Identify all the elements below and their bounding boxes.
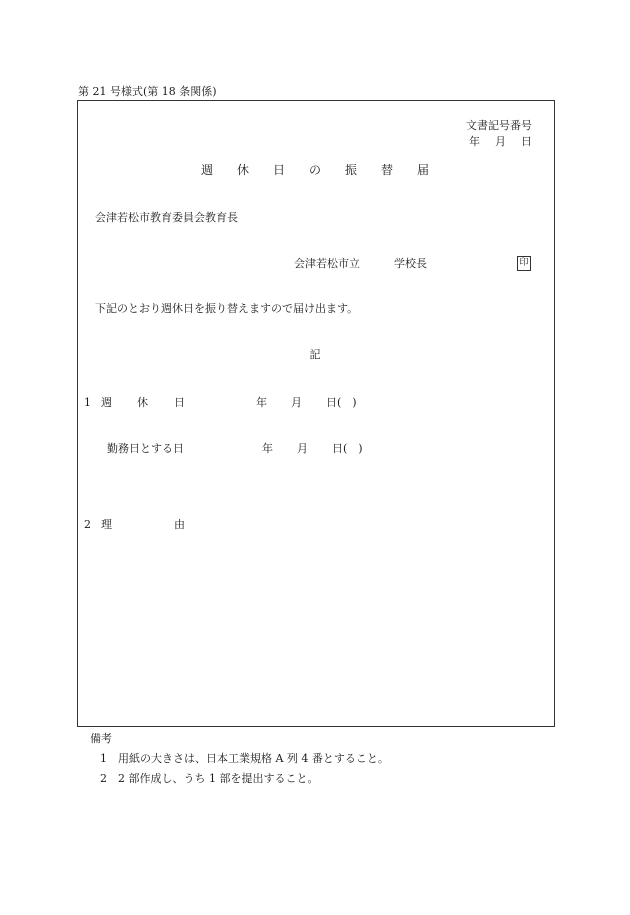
form-frame <box>77 100 555 727</box>
item1-label-char: 日 <box>174 396 185 409</box>
item1-label-char: 休 <box>137 396 148 409</box>
title-char: 休 <box>236 163 249 177</box>
statement-text: 下記のとおり週休日を振り替えますので届け出ます。 <box>95 302 359 315</box>
title-char: 振 <box>344 163 357 177</box>
item2-label-first: 理 <box>101 518 112 531</box>
item1-month: 月 <box>291 396 302 409</box>
note-number: 2 <box>100 772 107 785</box>
addressee: 会津若松市教育委員会教育長 <box>95 211 238 224</box>
school-prefix: 会津若松市立 <box>294 257 360 270</box>
document-title <box>0 163 630 177</box>
title-char: 週 <box>200 163 213 177</box>
item1-day: 日( ) <box>326 396 357 409</box>
item2-label-last: 由 <box>174 518 185 531</box>
ki-heading: 記 <box>309 348 321 361</box>
notes-heading: 備考 <box>90 732 112 745</box>
note-text: 2 部作成し、うち 1 部を提出すること。 <box>118 772 319 785</box>
principal-label: 学校長 <box>394 257 427 270</box>
date-day: 日 <box>521 135 532 148</box>
title-char: 替 <box>380 163 393 177</box>
work-day-month: 月 <box>297 442 308 455</box>
item1-label-char: 週 <box>101 396 112 409</box>
date-year: 年 <box>469 135 480 148</box>
school-principal-line <box>294 257 427 271</box>
work-day-year: 年 <box>262 442 273 455</box>
submission-date <box>469 135 532 149</box>
note-text: 用紙の大きさは、日本工業規格 A 列 4 番とすること。 <box>118 752 389 765</box>
item1-year: 年 <box>256 396 267 409</box>
title-char: 日 <box>272 163 285 177</box>
seal-mark: 印 <box>517 256 531 271</box>
document-number-label: 文書記号番号 <box>466 119 532 132</box>
work-day-label: 勤務日とする日 <box>107 442 184 455</box>
form-number-label: 第 21 号様式(第 18 条関係) <box>78 85 217 98</box>
work-day-day: 日( ) <box>332 442 363 455</box>
date-month: 月 <box>495 135 506 148</box>
item1-number: 1 <box>84 396 91 409</box>
item2-number: 2 <box>84 518 91 531</box>
title-char: 届 <box>416 163 429 177</box>
note-number: 1 <box>100 752 107 765</box>
title-char: の <box>308 163 321 177</box>
